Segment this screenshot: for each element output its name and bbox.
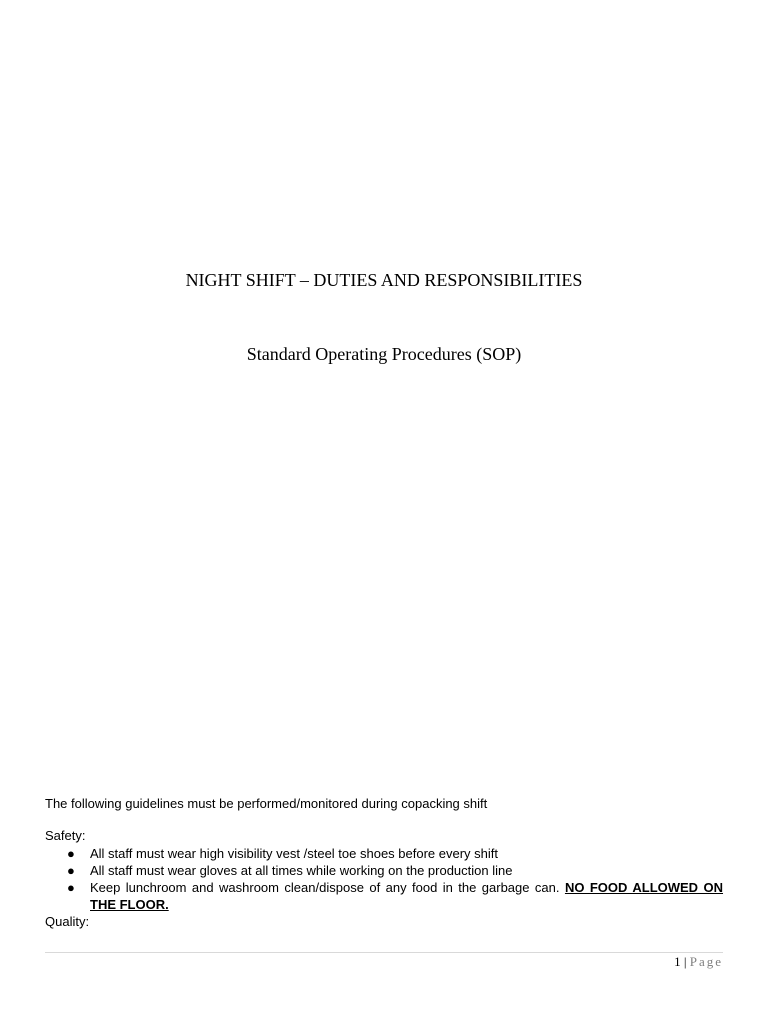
page-number: 1 — [674, 954, 681, 969]
intro-paragraph: The following guidelines must be performed/monitored during copacking shift — [45, 796, 488, 811]
list-item — [45, 879, 723, 913]
list-item-text: All staff must wear gloves at all times while working on the production line — [90, 863, 513, 878]
bullet-icon: ● — [67, 880, 75, 895]
safety-list — [45, 845, 723, 913]
page-footer — [674, 953, 723, 970]
quality-heading: Quality: — [45, 914, 90, 929]
safety-heading: Safety: — [45, 828, 86, 843]
document-title: NIGHT SHIFT – DUTIES AND RESPONSIBILITIES — [185, 270, 583, 290]
list-item — [45, 862, 723, 879]
footer-divider — [45, 952, 723, 953]
list-item-text: Keep lunchroom and washroom clean/dispose of any food in the garbage can. — [90, 880, 560, 895]
page-label: Page — [689, 954, 723, 969]
document-subtitle: Standard Operating Procedures (SOP) — [246, 344, 522, 364]
footer-separator: | — [683, 954, 687, 969]
list-item — [45, 845, 723, 862]
bullet-icon: ● — [67, 863, 75, 878]
list-item-emphasis: NO FOOD ALLOWED ON THE FLOOR. — [90, 880, 724, 912]
bullet-icon: ● — [67, 846, 75, 861]
list-item-text: All staff must wear high visibility vest /steel toe shoes before every shift — [90, 846, 498, 861]
